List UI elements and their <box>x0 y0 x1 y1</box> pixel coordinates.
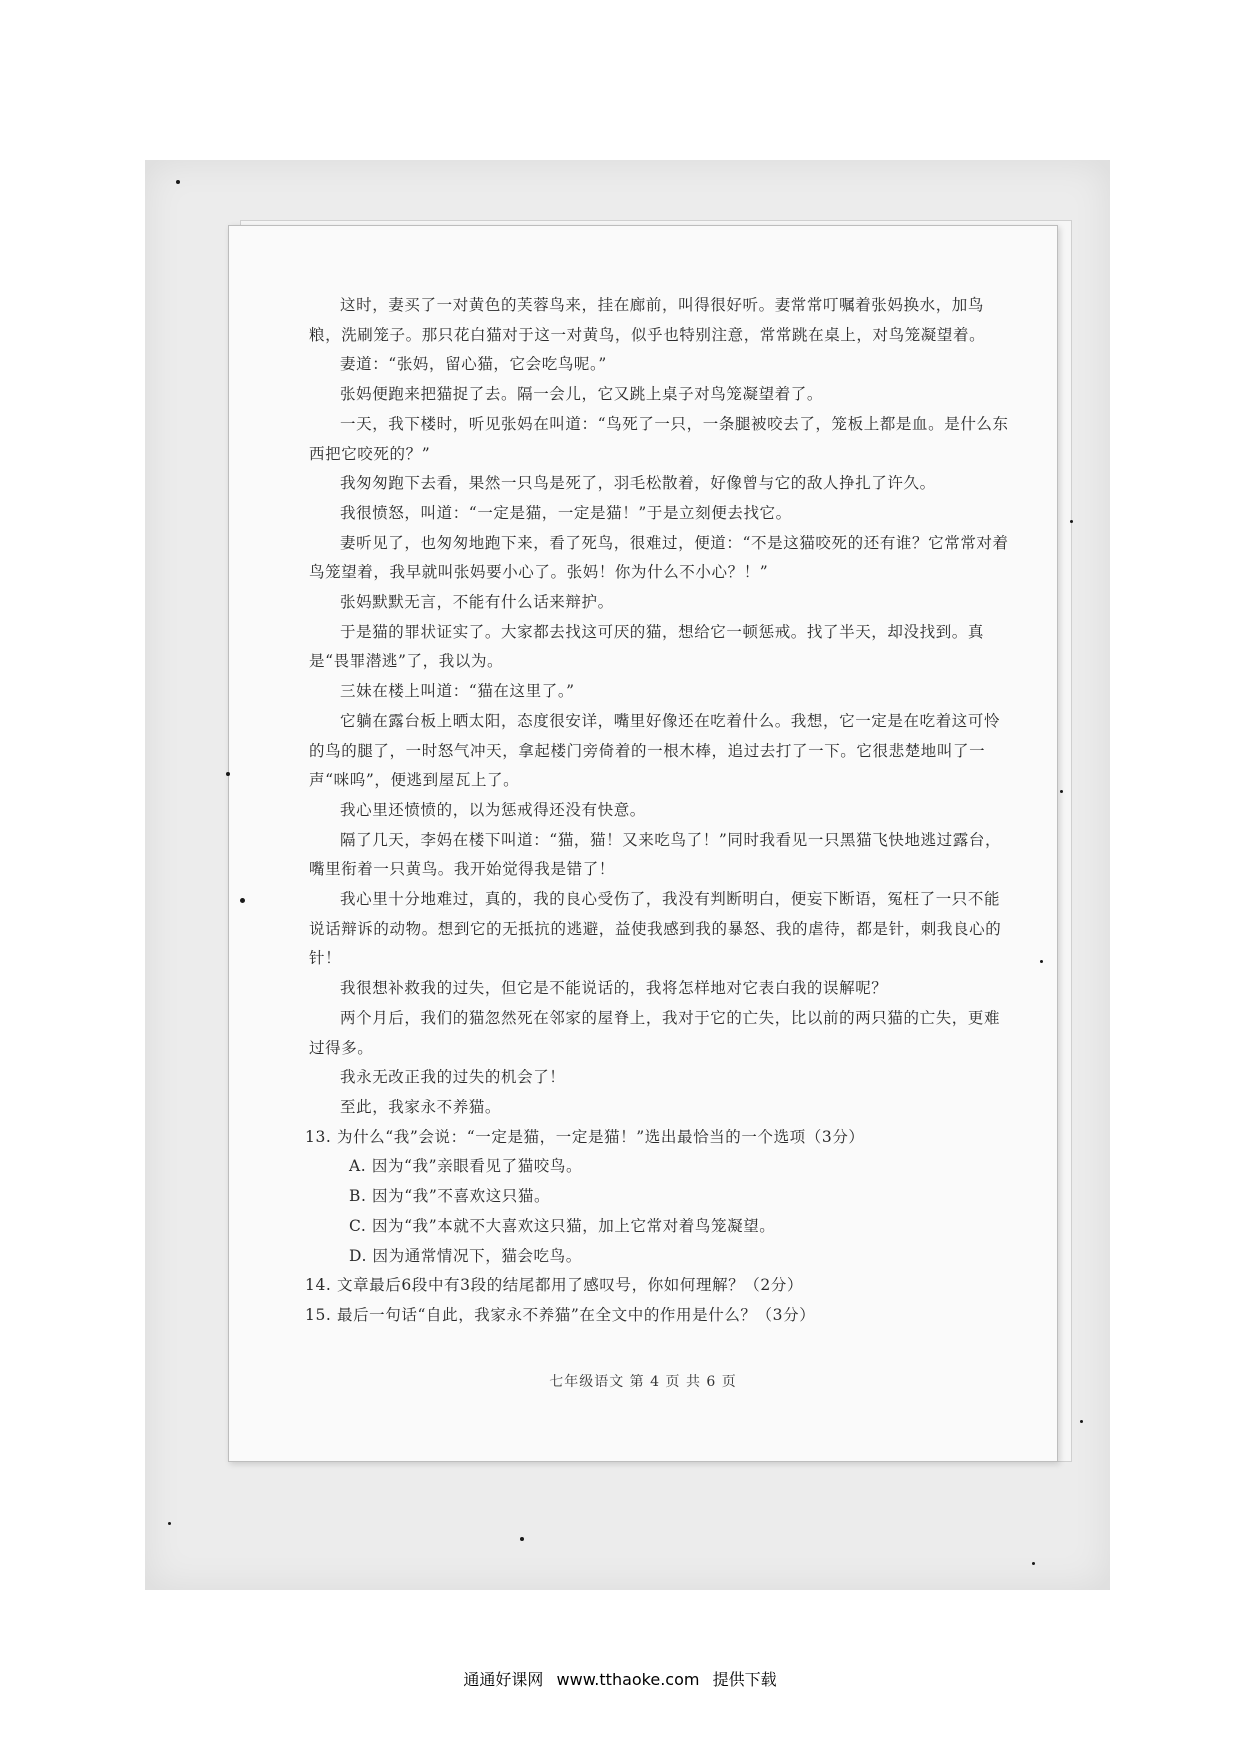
scan-speck <box>1040 960 1043 963</box>
option-b: B. 因为“我”不喜欢这只猫。 <box>349 1187 551 1206</box>
page-number-footer: 七年级语文 第 4 页 共 6 页 <box>549 1374 737 1390</box>
question-14: 14. 文章最后6段中有3段的结尾都用了感叹号，你如何理解？（2分） <box>305 1276 804 1295</box>
passage-paragraph: 它躺在露台板上晒太阳，态度很安详，嘴里好像还在吃着什么。我想，它一定是在吃着这可怜的鸟的腿了，一时怒气冲天，拿起楼门旁倚着的一根木棒，追过去打了一下。它很悲楚地叫了一声“咪呜”，便逃到屋瓦上了。 <box>309 711 1001 790</box>
scan-speck <box>1032 1562 1035 1565</box>
option-a: A. 因为“我”亲眼看见了猫咬鸟。 <box>349 1157 583 1176</box>
passage-paragraph: 一天，我下楼时，听见张妈在叫道：“鸟死了一只，一条腿被咬去了，笼板上都是血。是什么东西把它咬死的？” <box>309 414 1009 463</box>
option-d: D. 因为通常情况下，猫会吃鸟。 <box>349 1246 582 1265</box>
site-footer <box>0 1667 1240 1690</box>
passage-paragraph: 张妈便跑来把猫捉了去。隔一会儿，它又跳上桌子对鸟笼凝望着了。 <box>340 385 824 404</box>
scan-speck <box>1070 520 1073 523</box>
scan-speck <box>240 898 245 903</box>
passage-paragraph: 妻道：“张妈，留心猫，它会吃鸟呢。” <box>340 355 607 374</box>
passage-paragraph: 我永无改正我的过失的机会了！ <box>340 1068 566 1087</box>
passage-paragraph: 这时，妻买了一对黄色的芙蓉鸟来，挂在廊前，叫得很好听。妻常常叮嘱着张妈换水，加鸟粮，洗刷笼子。那只花白猫对于这一对黄鸟，似乎也特别注意，常常跳在桌上，对鸟笼凝望着。 <box>309 296 986 344</box>
site-note: 提供下载 <box>712 1670 777 1689</box>
scan-speck <box>1080 1420 1083 1423</box>
site-url[interactable]: www.tthaoke.com <box>556 1670 700 1689</box>
passage-paragraph: 我很想补救我的过失，但它是不能说话的，我将怎样地对它表白我的误解呢？ <box>340 979 888 998</box>
passage-paragraph: 至此，我家永不养猫。 <box>340 1097 502 1116</box>
scan-speck <box>168 1522 171 1525</box>
exam-page <box>228 225 1058 1462</box>
passage-paragraph: 我很愤怒，叫道：“一定是猫，一定是猫！”于是立刻便去找它。 <box>340 503 792 522</box>
passage-paragraph: 隔了几天，李妈在楼下叫道：“猫，猫！又来吃鸟了！”同时我看见一只黑猫飞快地逃过露台，嘴里衔着一只黄鸟。我开始觉得我是错了！ <box>309 830 1002 879</box>
option-c: C. 因为“我”本就不大喜欢这只猫，加上它常对着鸟笼凝望。 <box>349 1216 776 1235</box>
site-name: 通通好课网 <box>463 1670 544 1689</box>
passage-paragraph: 我匆匆跑下去看，果然一只鸟是死了，羽毛松散着，好像曾与它的敌人挣扎了许久。 <box>340 474 936 493</box>
passage-paragraph: 我心里十分地难过，真的，我的良心受伤了，我没有判断明白，便妄下断语，冤枉了一只不能说话辩诉的动物。想到它的无抵抗的逃避，益使我感到我的暴怒、我的虐待，都是针，刺我良心的针！ <box>309 890 1002 968</box>
question-15: 15. 最后一句话“自此，我家永不养猫”在全文中的作用是什么？（3分） <box>305 1305 816 1324</box>
scan-speck <box>520 1537 524 1541</box>
passage-paragraph: 张妈默默无言，不能有什么话来辩护。 <box>340 593 614 612</box>
passage-paragraph: 妻听见了，也匆匆地跑下来，看了死鸟，很难过，便道：“不是这猫咬死的还有谁？它常常对着鸟笼望着，我早就叫张妈要小心了。张妈！你为什么不小心？！” <box>309 533 1009 582</box>
passage-paragraph: 于是猫的罪状证实了。大家都去找这可厌的猫，想给它一顿惩戒。找了半天，却没找到。真是“畏罪潜逃”了，我以为。 <box>309 622 985 671</box>
scan-speck <box>176 180 180 184</box>
page-content <box>305 291 1009 1331</box>
question-13: 13. 为什么“我”会说：“一定是猫，一定是猫！”选出最恰当的一个选项（3分） <box>305 1127 865 1146</box>
passage-paragraph: 两个月后，我们的猫忽然死在邻家的屋脊上，我对于它的亡失，比以前的两只猫的亡失，更难过得多。 <box>309 1008 1001 1057</box>
scan-speck <box>1060 790 1063 793</box>
passage-paragraph: 我心里还愤愤的，以为惩戒得还没有快意。 <box>340 800 646 819</box>
scan-speck <box>226 772 230 776</box>
passage-paragraph: 三妹在楼上叫道：“猫在这里了。” <box>340 682 575 701</box>
